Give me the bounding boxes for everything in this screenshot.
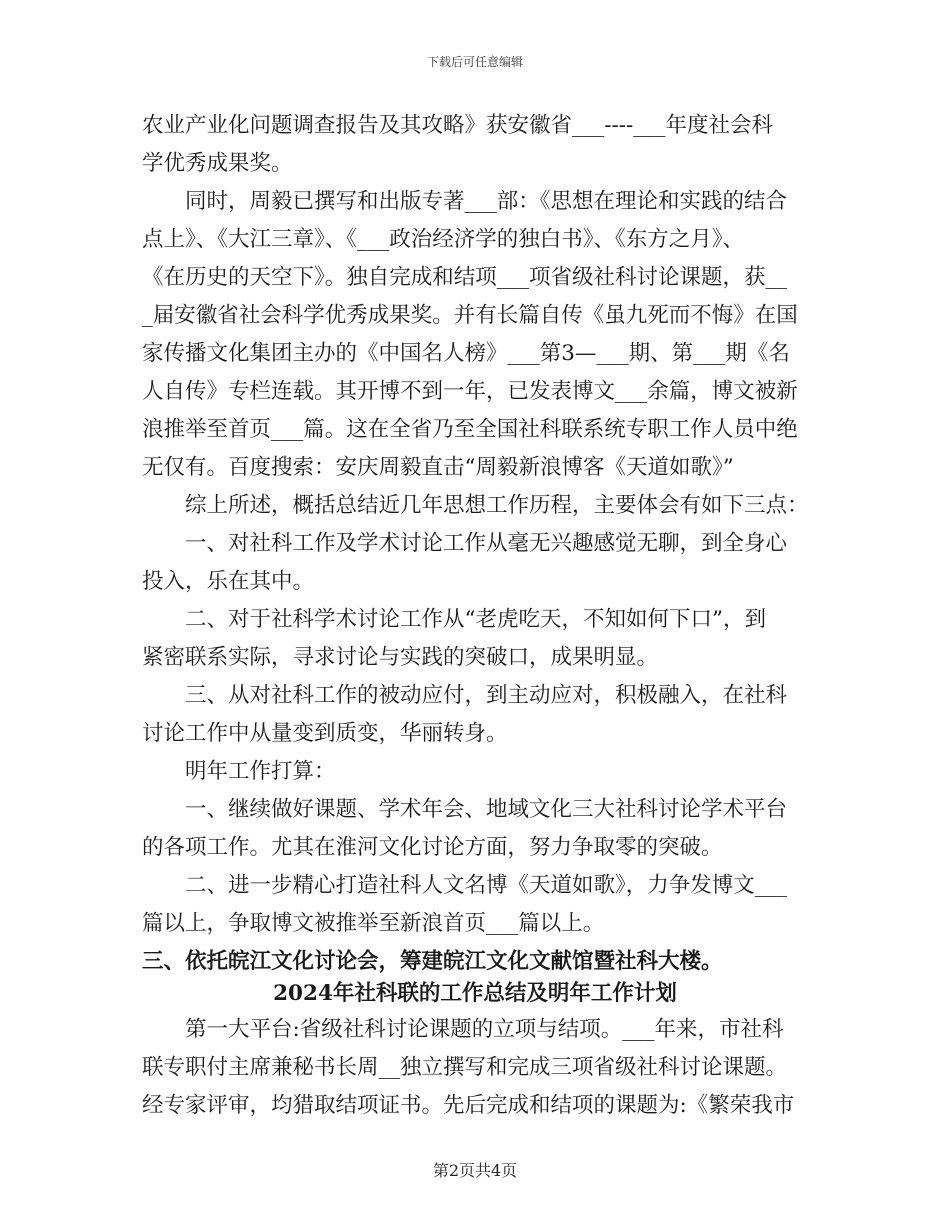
- bold-statement-line: 三、依托皖江文化讨论会，筹建皖江文化文献馆暨社科大楼。: [142, 949, 723, 974]
- page-header: 下载后可任意编辑: [426, 55, 523, 69]
- paragraph-line: 综上所述，概括总结近几年思想工作历程，主要体会有如下三点：: [185, 493, 809, 518]
- paragraph-line: 点上》、《大江三章》、《___政治经济学的独白书》、《东方之月》、: [142, 227, 745, 252]
- paragraph-line: 联专职付主席兼秘书长周__独立撰写和完成三项省级社科讨论课题。: [142, 1055, 788, 1080]
- paragraph-line: 《在历史的天空下》。独自完成和结项___项省级社科讨论课题，获__: [142, 265, 788, 290]
- paragraph-line: _届安徽省社会科学优秀成果奖。并有长篇自传《虽九死而不悔》在国: [142, 303, 798, 328]
- paragraph-line: 二、进一步精心打造社科人文名博《天道如歌》，力争发博文___: [185, 873, 788, 898]
- paragraph-line: 农业产业化问题调查报告及其攻略》获安徽省___----___年度社会科: [142, 113, 774, 138]
- paragraph-line: 一、继续做好课题、学术年会、地域文化三大社科讨论学术平台: [185, 797, 788, 822]
- paragraph-line: 讨论工作中从量变到质变，华丽转身。: [142, 721, 508, 746]
- paragraph-line: 篇以上，争取博文被推举至新浪首页___篇以上。: [142, 911, 605, 936]
- paragraph-line: 一、对社科工作及学术讨论工作从毫无兴趣感觉无聊，到全身心: [185, 531, 788, 556]
- paragraph-line: 浪推举至首页___篇。这在全省乃至全国社科联系统专职工作人员中绝: [142, 417, 798, 442]
- paragraph-line: 二、对于社科学术讨论工作从“老虎吃天，不知如何下口”，到: [185, 607, 766, 632]
- paragraph-line: 投入，乐在其中。: [142, 569, 315, 594]
- paragraph-line: 同时，周毅已撰写和出版专著___部：《思想在理论和实践的结合: [185, 189, 788, 214]
- paragraph-line: 三、从对社科工作的被动应付，到主动应对，积极融入，在社科: [185, 683, 788, 708]
- paragraph-line: 人自传》专栏连载。其开博不到一年，已发表博文___余篇，博文被新: [142, 379, 798, 404]
- page-number-footer: 第2页共4页: [432, 1161, 518, 1180]
- paragraph-line: 学优秀成果奖。: [142, 151, 293, 176]
- paragraph-line: 无仅有。百度搜索：安庆周毅直击“周毅新浪博客《天道如歌》”: [142, 455, 734, 480]
- paragraph-line: 家传播文化集团主办的《中国名人榜》___第3—___期、第___期《名: [142, 341, 790, 366]
- paragraph-line: 紧密联系实际，寻求讨论与实践的突破口，成果明显。: [142, 645, 659, 670]
- paragraph-line: 的各项工作。尤其在淮河文化讨论方面，努力争取零的突破。: [142, 835, 723, 860]
- paragraph-line: 第一大平台:省级社科讨论课题的立项与结项。___年来，市社科: [185, 1017, 784, 1042]
- paragraph-line: 经专家评审，均猎取结项证书。先后完成和结项的课题为:《繁荣我市: [142, 1093, 795, 1118]
- section-title: 2024年社科联的工作总结及明年工作计划: [273, 981, 677, 1006]
- paragraph-line: 明年工作打算：: [185, 759, 336, 784]
